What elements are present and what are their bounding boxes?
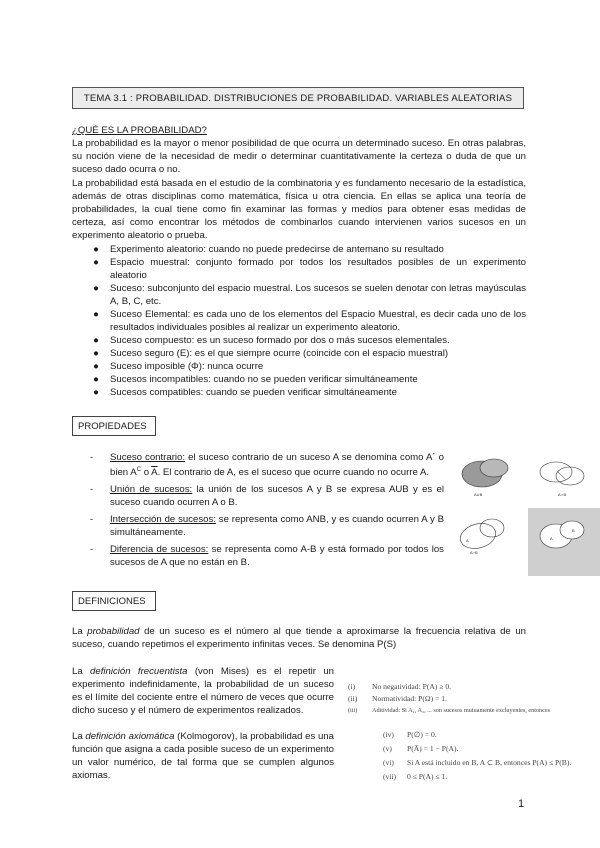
concepts-list <box>90 243 526 399</box>
venn-label: A <box>550 536 553 541</box>
list-item: ● Sucesos compatibles: cuando se pueden verificar simultáneamente <box>93 387 397 398</box>
intro-heading: ¿QUÉ ES LA PROBABILIDAD? <box>72 125 207 136</box>
venn-union <box>452 450 524 502</box>
axiom-5: (v) P(A̅) = 1 − P(A). <box>383 744 459 753</box>
page-title: TEMA 3.1 : PROBABILIDAD. DISTRIBUCIONES DE PROBABILIDAD. VARIABLES ALEATORIAS <box>72 87 524 109</box>
propiedades-heading: PROPIEDADES <box>72 416 156 436</box>
axiom-2: (ii) Normatividad: P(Ω) = 1. <box>348 694 447 703</box>
venn-label: A−B <box>470 550 478 555</box>
list-item: ● Suceso compuesto: es un suceso formado por dos o más sucesos elementales. <box>93 335 450 346</box>
list-item: - Diferencia de sucesos: se representa como A-B y está formado por todos los sucesos de A que no están en B. <box>90 544 444 569</box>
axiom-3: (iii) Aditividad: Si A₁, A₂, ... son sucesos mutuamente excluyentes, entonces <box>348 707 551 714</box>
list-item: ● Sucesos incompatibles: cuando no se pueden verificar simultáneamente <box>93 374 418 385</box>
venn-label: B <box>572 528 575 533</box>
list-item: ● Suceso imposible (Φ): nunca ocurre <box>93 361 264 372</box>
venn-intersection <box>528 450 600 502</box>
list-item: ● Experimento aleatorio: cuando no puede predecirse de antemano su resultado <box>93 244 444 255</box>
venn-label: A <box>466 538 469 543</box>
list-item: - Intersección de sucesos: se representa como ANB, y es cuando ocurren A y B simultáneamente. <box>90 514 445 539</box>
list-item: ● Suceso seguro (E): es el que siempre ocurre (coincide con el espacio muestral) <box>93 348 449 359</box>
axiom-7: (vii) 0 ≤ P(A) ≤ 1. <box>383 772 448 781</box>
list-item: ● Suceso Elemental: es cada uno de los elementos del Espacio Muestral, es decir cada uno de los resultados individuales posibles al realizar un experimento aleatorio. <box>93 309 526 333</box>
list-item: ● Espacio muestral: conjunto formado por todos los resultados posibles de un experimento aleatorio <box>93 257 526 281</box>
definiciones-paragraph-3: La definición axiomática (Kolmogorov), la probabilidad es una función que asigna a cada posible suceso de un experimento un valor numérico, de tal forma que se cumplen algunos axiomas. <box>72 731 334 781</box>
venn-complement <box>528 508 600 576</box>
intro-paragraph-2: La probabilidad está basada en el estudio de la combinatoria y es fundamento necesario de la estadística, además de otras disciplinas como matemática, física u otra ciencia. En ellas se aplica una teoría de probabilidades, la cual tiene como fin examinar las formas y medios para obtener esas medidas de certeza, así como encontrar los métodos de combinarlos cuando intervienen varios sucesos en un experimento aleatorio o prueba. <box>72 178 526 241</box>
axiom-1: (i) No negatividad: P(A) ≥ 0. <box>348 682 452 691</box>
venn-difference <box>452 508 524 576</box>
axiom-6: (vi) Si A está incluido en B, A ⊂ B, entonces P(A) ≤ P(B). <box>383 758 572 767</box>
definiciones-heading: DEFINICIONES <box>72 591 156 611</box>
venn-diagrams <box>452 450 600 576</box>
list-item: - Unión de sucesos: la unión de los sucesos A y B se expresa AUB y es el suceso cuando ocurren A o B. <box>90 484 444 509</box>
definiciones-paragraph-1: La probabilidad de un suceso es el número al que tiende a aproximarse la frecuencia relativa de un suceso, cuando repetimos el experimento infinitas veces. Se denomina P(S) <box>72 626 526 650</box>
definiciones-paragraph-2: La definición frecuentista (von Mises) es el repetir un experimento indefinidamente, la probabilidad de un suceso es el límite del cociente entre el número de veces que ocurre dicho suceso y el número de experimentos realizados. <box>72 666 334 716</box>
propiedades-list <box>90 451 444 573</box>
list-item: ● Suceso: subconjunto del espacio muestral. Los sucesos se suelen denotar con letras mayúsculas A, B, C, etc. <box>93 283 526 307</box>
venn-label: A∪B <box>474 492 483 497</box>
intro-paragraph-1: La probabilidad es la mayor o menor posibilidad de que ocurra un determinado suceso. En otras palabras, su noción viene de la necesidad de medir o determinar cuantitativamente la certeza o duda de que un suceso dado ocurra o no. <box>72 138 526 175</box>
venn-label: A∩B <box>558 492 567 497</box>
page-number: 1 <box>518 798 525 810</box>
list-item: - Suceso contrario: el suceso contrario de un suceso A se denomina como A´ o bien $A^C$ o $\overline{A}$. El contrario de A, es el suceso que ocurre cuando no ocurre A. <box>90 452 445 479</box>
axiom-4: (iv) P(∅) = 0. <box>383 730 437 739</box>
